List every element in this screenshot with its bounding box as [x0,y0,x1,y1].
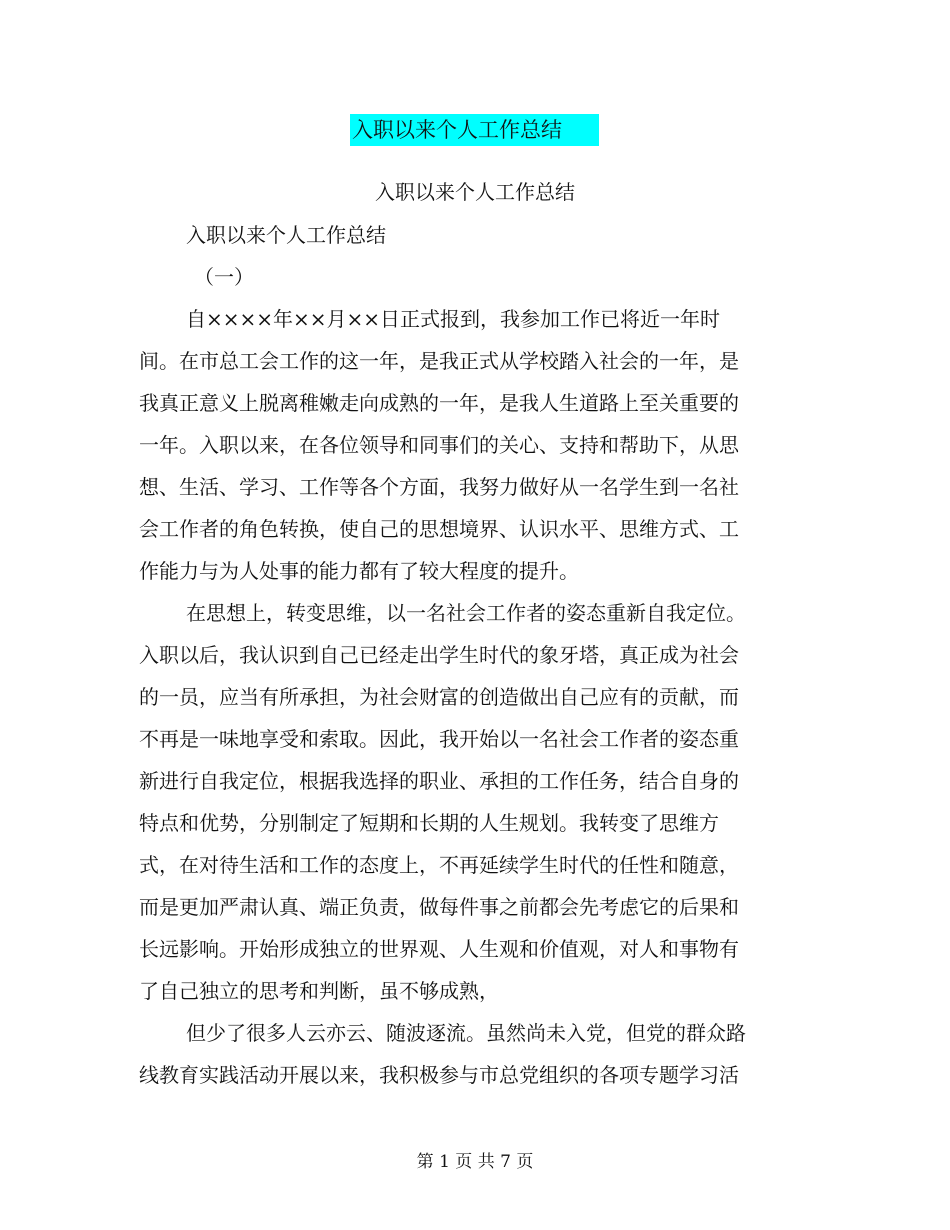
body-line: 特点和优势，分别制定了短期和长期的人生规划。我转变了思维方 [139,811,719,835]
highlighted-title: 入职以来个人工作总结 [350,114,599,146]
body-line: 一年。入职以来，在各位领导和同事们的关心、支持和帮助下，从思 [139,433,739,457]
body-line: 想、生活、学习、工作等各个方面，我努力做好从一名学生到一名社 [139,475,739,499]
body-line: 线教育实践活动开展以来，我积极参与市总党组织的各项专题学习活 [139,1063,739,1087]
page-number: 第 1 页 共 7 页 [416,1152,534,1172]
body-line: 我真正意义上脱离稚嫩走向成熟的一年，是我人生道路上至关重要的 [139,391,739,415]
body-line: 的一员，应当有所承担，为社会财富的创造做出自己应有的贡献，而 [139,685,739,709]
body-line: 入职以后，我认识到自己已经走出学生时代的象牙塔，真正成为社会 [139,643,739,667]
body-line: 长远影响。开始形成独立的世界观、人生观和价值观，对人和事物有 [139,937,739,961]
document-subtitle: 入职以来个人工作总结 [375,180,575,204]
body-line: 新进行自我定位，根据我选择的职业、承担的工作任务，结合自身的 [139,769,739,793]
body-line: 自××××年××月××日正式报到，我参加工作已将近一年时 [186,307,721,331]
body-line: 会工作者的角色转换，使自己的思想境界、认识水平、思维方式、工 [139,517,739,541]
body-line: 而是更加严肃认真、端正负责，做每件事之前都会先考虑它的后果和 [139,895,739,919]
body-line: 作能力与为人处事的能力都有了较大程度的提升。 [139,559,579,583]
body-line: 间。在市总工会工作的这一年，是我正式从学校踏入社会的一年，是 [139,349,739,373]
body-line: 了自己独立的思考和判断，虽不够成熟， [139,979,499,1003]
section-marker: （一） [194,265,254,289]
body-line: 不再是一味地享受和索取。因此，我开始以一名社会工作者的姿态重 [139,727,739,751]
body-line: 在思想上，转变思维，以一名社会工作者的姿态重新自我定位。 [186,601,746,625]
body-line: 式，在对待生活和工作的态度上，不再延续学生时代的任性和随意， [139,853,739,877]
document-heading: 入职以来个人工作总结 [186,223,386,247]
body-line: 但少了很多人云亦云、随波逐流。虽然尚未入党，但党的群众路 [186,1021,746,1045]
